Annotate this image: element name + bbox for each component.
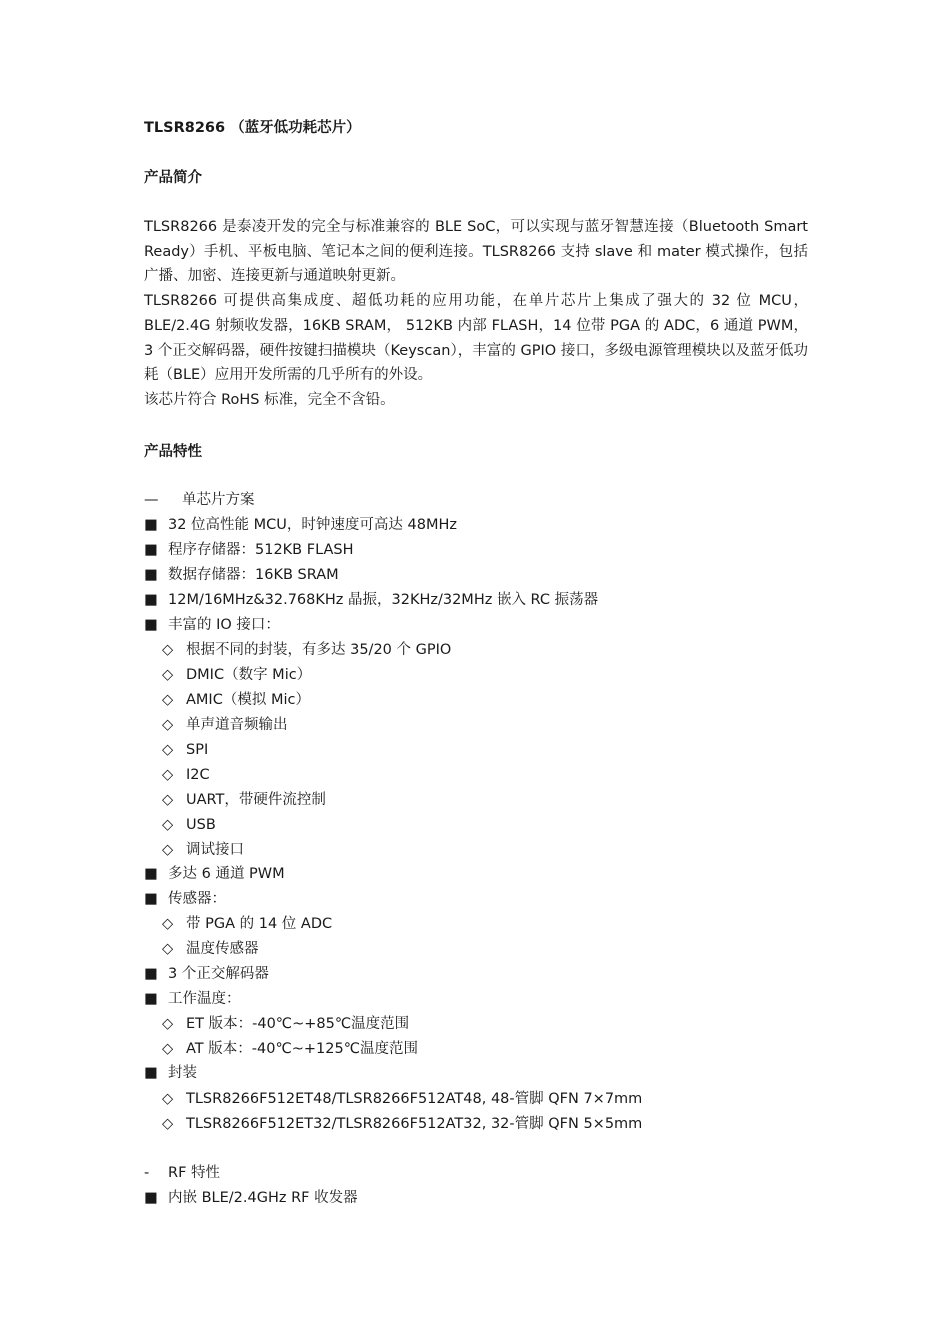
- dash-marker: -: [144, 1165, 150, 1181]
- diamond-bullet-icon: ◇: [162, 817, 174, 833]
- document-title: TLSR8266 （蓝牙低功耗芯片）: [144, 120, 361, 136]
- list-item: [144, 565, 339, 585]
- sub-item-text: AT 版本：-40℃~+125℃温度范围: [186, 1041, 418, 1057]
- square-bullet-icon: ■: [144, 567, 158, 583]
- list-item-text: 程序存储器：512KB FLASH: [168, 542, 354, 558]
- list-item-text: 丰富的 IO 接口：: [168, 617, 280, 633]
- diamond-bullet-icon: ◇: [162, 642, 174, 658]
- diamond-bullet-icon: ◇: [162, 941, 174, 957]
- sub-list-item: [162, 815, 216, 835]
- diamond-bullet-icon: ◇: [162, 1041, 174, 1057]
- sub-item-text: 单声道音频输出: [186, 717, 288, 733]
- list-item-text: 工作温度：: [168, 991, 241, 1007]
- sub-item-text: 根据不同的封装，有多达 35/20 个 GPIO: [186, 642, 452, 658]
- list-item-text: 3 个正交解码器: [168, 966, 269, 982]
- sub-item-text: TLSR8266F512ET32/TLSR8266F512AT32, 32-管脚 QFN 5×5mm: [186, 1116, 643, 1132]
- list-item-text: 32 位高性能 MCU，时钟速度可高达 48MHz: [168, 517, 458, 533]
- square-bullet-icon: ■: [144, 891, 158, 907]
- dash-marker: —: [144, 492, 159, 508]
- list-item: [144, 889, 226, 909]
- square-bullet-icon: ■: [144, 517, 158, 533]
- square-bullet-icon: ■: [144, 617, 158, 633]
- sub-item-text: 温度传感器: [186, 941, 259, 957]
- list-item-text: 数据存储器：16KB SRAM: [168, 567, 339, 583]
- diamond-bullet-icon: ◇: [162, 717, 174, 733]
- group-heading-single-chip: [144, 490, 255, 510]
- list-item-text: 多达 6 通道 PWM: [168, 866, 285, 882]
- square-bullet-icon: ■: [144, 966, 158, 982]
- intro-paragraph-3: 该芯片符合 RoHS 标准，完全不含铅。: [144, 391, 395, 408]
- sub-item-text: USB: [186, 817, 216, 833]
- intro-body: [144, 215, 808, 413]
- list-item-text: 内嵌 BLE/2.4GHz RF 收发器: [168, 1190, 358, 1206]
- intro-paragraph-1: TLSR8266 是泰凌开发的完全与标准兼容的 BLE SoC，可以实现与蓝牙智慧连接（Bluetooth Smart Ready）手机、平板电脑、笔记本之间的便利连接。TLSR8266 支持 slave 和 mater 模式操作，包括广播、加密、连接更新与通道映射更新。: [144, 219, 808, 285]
- sub-item-text: 带 PGA 的 14 位 ADC: [186, 916, 333, 932]
- square-bullet-icon: ■: [144, 866, 158, 882]
- diamond-bullet-icon: ◇: [162, 916, 174, 932]
- sub-list-item: [162, 665, 311, 685]
- features-heading: 产品特性: [144, 444, 202, 460]
- list-item: [144, 515, 457, 535]
- diamond-bullet-icon: ◇: [162, 667, 174, 683]
- sub-list-item: [162, 840, 244, 860]
- sub-item-text: 调试接口: [186, 842, 244, 858]
- group-label: RF 特性: [168, 1165, 221, 1181]
- list-item: [144, 864, 285, 884]
- sub-item-text: AMIC（模拟 Mic）: [186, 692, 310, 708]
- square-bullet-icon: ■: [144, 1065, 158, 1081]
- sub-list-item: [162, 790, 326, 810]
- list-item: [144, 615, 280, 635]
- sub-item-text: DMIC（数字 Mic）: [186, 667, 312, 683]
- list-item: [144, 540, 354, 560]
- diamond-bullet-icon: ◇: [162, 692, 174, 708]
- diamond-bullet-icon: ◇: [162, 1091, 174, 1107]
- diamond-bullet-icon: ◇: [162, 767, 174, 783]
- square-bullet-icon: ■: [144, 542, 158, 558]
- sub-list-item: [162, 939, 259, 959]
- sub-list-item: [162, 914, 332, 934]
- group-heading-rf: [144, 1163, 220, 1183]
- sub-list-item: [162, 1114, 642, 1134]
- diamond-bullet-icon: ◇: [162, 842, 174, 858]
- sub-list-item: [162, 1089, 642, 1109]
- sub-list-item: [162, 740, 208, 760]
- list-item: [144, 590, 598, 610]
- intro-heading: 产品简介: [144, 170, 202, 186]
- sub-list-item: [162, 640, 451, 660]
- diamond-bullet-icon: ◇: [162, 792, 174, 808]
- list-item-text: 12M/16MHz&32.768KHz 晶振，32KHz/32MHz 嵌入 RC 振荡器: [168, 592, 599, 608]
- sub-list-item: [162, 715, 288, 735]
- diamond-bullet-icon: ◇: [162, 1016, 174, 1032]
- list-item: [144, 1063, 197, 1083]
- list-item: [144, 1188, 358, 1208]
- list-item-text: 传感器：: [168, 891, 226, 907]
- sub-item-text: UART，带硬件流控制: [186, 792, 326, 808]
- diamond-bullet-icon: ◇: [162, 742, 174, 758]
- square-bullet-icon: ■: [144, 991, 158, 1007]
- sub-item-text: SPI: [186, 742, 209, 758]
- intro-paragraph-2: TLSR8266 可提供高集成度、超低功耗的应用功能，在单片芯片上集成了强大的 32 位 MCU，BLE/2.4G 射频收发器，16KB SRAM， 512KB 内部 FLASH，14 位带 PGA 的 ADC，6 通道 PWM，3 个正交解码器，硬件按键扫描模块（Keyscan），丰富的 GPIO 接口，多级电源管理模块以及蓝牙低功耗（BLE）应用开发所需的几乎所有的外设。: [144, 293, 808, 384]
- sub-list-item: [162, 1039, 418, 1059]
- group-label: 单芯片方案: [182, 492, 255, 508]
- square-bullet-icon: ■: [144, 1190, 158, 1206]
- sub-list-item: [162, 1014, 409, 1034]
- list-item: [144, 964, 269, 984]
- sub-list-item: [162, 690, 310, 710]
- sub-item-text: I2C: [186, 767, 210, 783]
- diamond-bullet-icon: ◇: [162, 1116, 174, 1132]
- sub-list-item: [162, 765, 210, 785]
- sub-item-text: ET 版本：-40℃~+85℃温度范围: [186, 1016, 410, 1032]
- square-bullet-icon: ■: [144, 592, 158, 608]
- list-item: [144, 989, 241, 1009]
- list-item-text: 封装: [168, 1065, 197, 1081]
- sub-item-text: TLSR8266F512ET48/TLSR8266F512AT48, 48-管脚 QFN 7×7mm: [186, 1091, 643, 1107]
